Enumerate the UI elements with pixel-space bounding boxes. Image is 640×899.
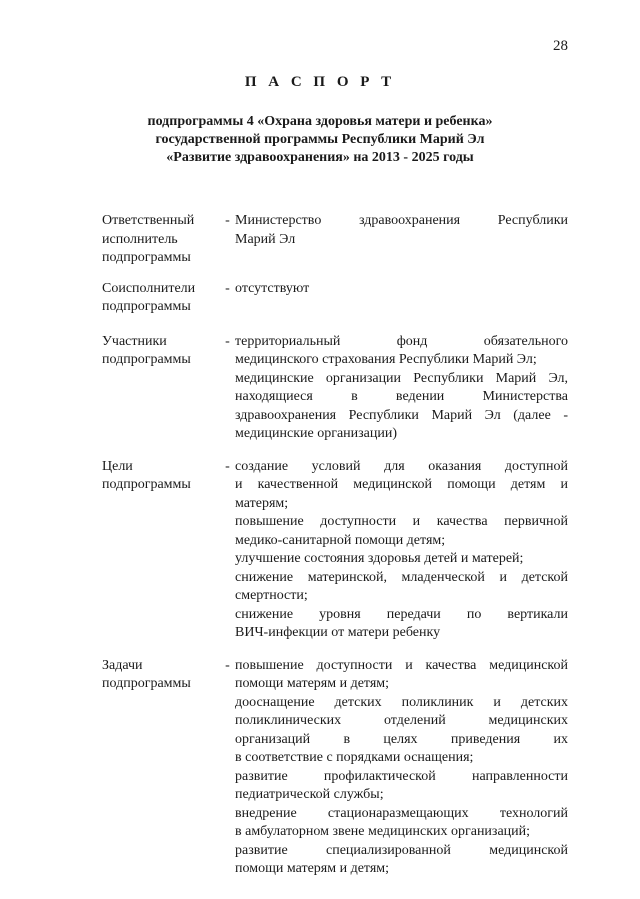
- label-line: Участники: [102, 333, 167, 349]
- content-line: помощи матерям и детям;: [235, 861, 390, 876]
- row-dash: -: [225, 657, 230, 673]
- content-line: организаций в целях приведения их: [235, 731, 568, 747]
- label-line: Соисполнители: [102, 280, 196, 296]
- label-line: Ответственный: [102, 213, 195, 228]
- label-line: подпрограммы: [102, 250, 191, 265]
- content-line: Министерство здравоохранения Республики: [235, 213, 568, 228]
- content-line: снижение материнской, младенческой и детской: [235, 569, 568, 585]
- row-dash: -: [225, 458, 230, 474]
- row-label: [102, 458, 220, 643]
- document-subtitle: [0, 113, 640, 167]
- content-line: развитие профилактической направленности: [235, 768, 568, 784]
- passport-row-goals: [102, 458, 568, 643]
- content-line: повышение доступности и качества первичной: [235, 514, 568, 529]
- content-line: здравоохранения Республики Марий Эл (далее -: [235, 407, 568, 423]
- content-line: медицинского страхования Республики Марий Эл;: [235, 352, 537, 367]
- content-line: медико-санитарной помощи детям;: [235, 532, 446, 548]
- content-line: смертности;: [235, 588, 308, 603]
- content-line: находящиеся в ведении Министерства: [235, 389, 568, 404]
- label-line: Задачи: [102, 657, 143, 673]
- row-dash: -: [225, 333, 230, 349]
- content-line: дооснащение детских поликлиник и детских: [235, 694, 568, 710]
- content-line: улучшение состояния здоровья детей и матерей;: [235, 551, 524, 566]
- subtitle-line: государственной программы Республики Марий Эл: [155, 132, 485, 147]
- content-line: медицинские организации): [235, 426, 398, 441]
- subtitle-line: подпрограммы 4 «Охрана здоровья матери и ребенка»: [147, 114, 493, 129]
- content-line: помощи матерям и детям;: [235, 676, 390, 691]
- content-line: в соответствие с порядками оснащения;: [235, 750, 474, 765]
- content-line: снижение уровня передачи по вертикали: [235, 606, 568, 622]
- row-content: [235, 657, 568, 879]
- content-line: матерям;: [235, 495, 289, 511]
- page-number: 28: [553, 38, 568, 54]
- content-line: создание условий для оказания доступной: [235, 458, 568, 474]
- row-dash: -: [225, 213, 230, 228]
- content-line: Марий Эл: [235, 231, 296, 247]
- row-label: [102, 212, 220, 268]
- label-line: подпрограммы: [102, 299, 191, 314]
- passport-row-co-executors: [102, 280, 568, 317]
- row-label: [102, 280, 220, 317]
- content-line: развитие специализированной медицинской: [235, 842, 568, 858]
- label-line: подпрограммы: [102, 477, 191, 492]
- content-line: в амбулаторном звене медицинских организаций;: [235, 824, 531, 839]
- passport-row-tasks: [102, 657, 568, 879]
- label-line: исполнитель: [102, 231, 178, 247]
- passport-row-responsible: [102, 212, 568, 268]
- label-line: подпрограммы: [102, 352, 191, 367]
- row-dash: -: [225, 280, 230, 296]
- content-line: поликлинических отделений медицинских: [235, 713, 568, 728]
- content-line: медицинские организации Республики Марий Эл,: [235, 370, 568, 386]
- content-line: ВИЧ-инфекции от матери ребенку: [235, 625, 441, 640]
- row-content: [235, 458, 568, 643]
- passport-table: [102, 212, 568, 891]
- document-title: П А С П О Р Т: [244, 74, 396, 90]
- content-line: внедрение стационаразмещающих технологий: [235, 805, 568, 821]
- row-content: [235, 212, 568, 268]
- label-line: Цели: [102, 458, 133, 474]
- content-line: повышение доступности и качества медицинской: [235, 657, 568, 673]
- label-line: подпрограммы: [102, 676, 191, 691]
- content-line: отсутствуют: [235, 280, 310, 296]
- row-content: [235, 280, 568, 317]
- row-label: [102, 657, 220, 879]
- row-label: [102, 333, 220, 444]
- content-line: педиатрической службы;: [235, 787, 384, 802]
- content-line: и качественной медицинской помощи детям и: [235, 477, 568, 492]
- row-content: [235, 333, 568, 444]
- subtitle-line: «Развитие здравоохранения» на 2013 - 2025 годы: [166, 150, 474, 165]
- content-line: территориальный фонд обязательного: [235, 333, 568, 349]
- passport-row-participants: [102, 333, 568, 444]
